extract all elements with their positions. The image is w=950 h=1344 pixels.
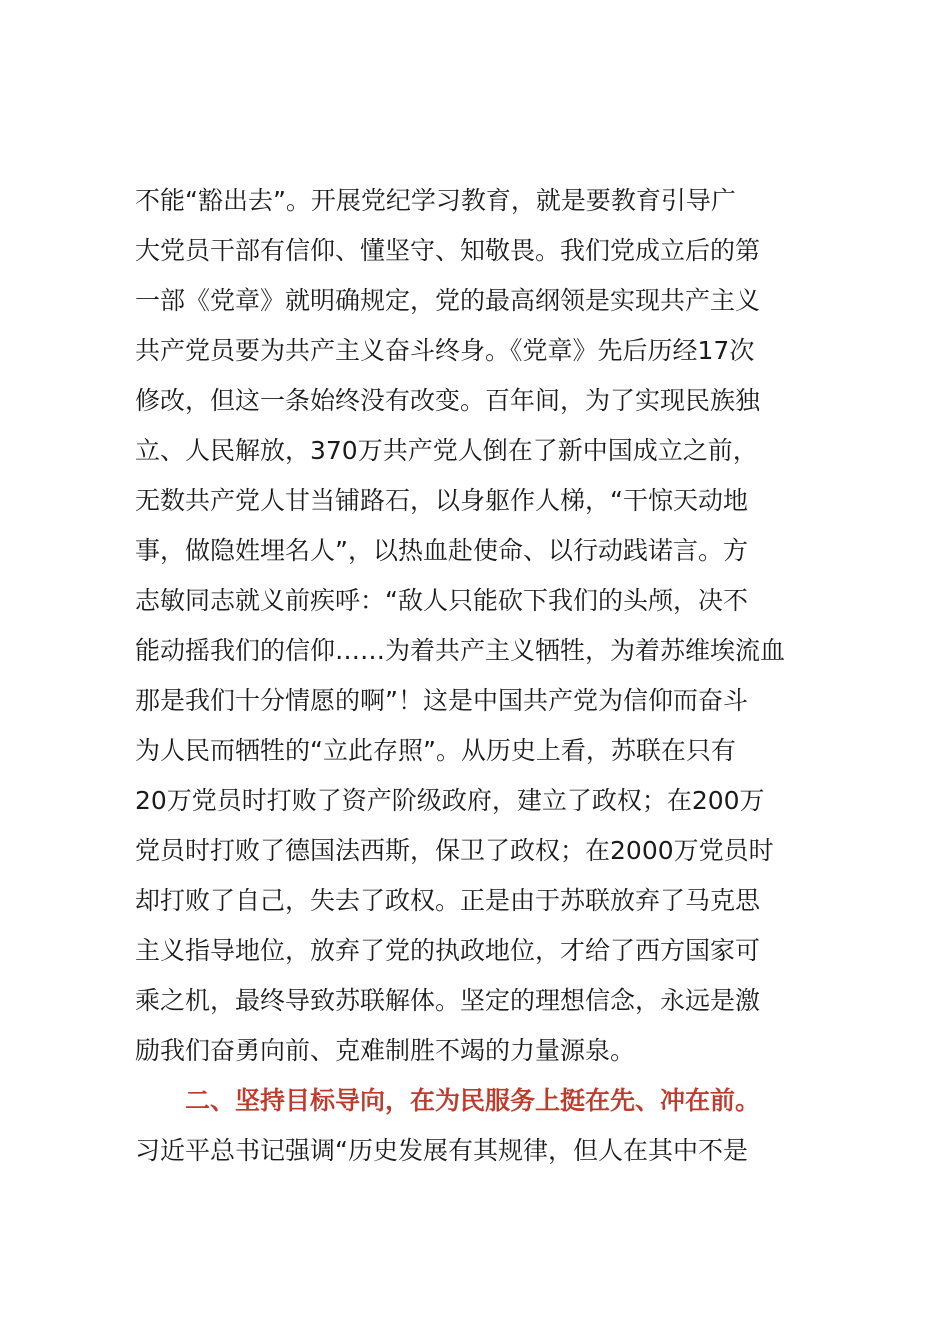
section-heading: 二、坚持目标导向，在为民服务上挺在先、冲在前。 (185, 1086, 761, 1115)
body-line: 主义指导地位，放弃了党的执政地位，才给了西方国家可 (135, 936, 761, 965)
body-line: 不能“豁出去”。开展党纪学习教育，就是要教育引导广 (135, 186, 736, 215)
body-line: 事，做隐姓埋名人”，以热血赴使命、以行动践诺言。方 (135, 536, 748, 565)
body-line: 立、人民解放，370万共产党人倒在了新中国成立之前， (135, 436, 758, 465)
body-line: 那是我们十分情愿的啊”！这是中国共产党为信仰而奋斗 (135, 686, 748, 715)
body-line: 党员时打败了德国法西斯，保卫了政权；在2000万党员时 (135, 836, 774, 865)
body-line: 能动摇我们的信仰……为着共产主义牺牲，为着苏维埃流血 (135, 636, 786, 665)
body-line: 为人民而牺牲的“立此存照”。从历史上看，苏联在只有 (135, 736, 736, 765)
body-line: 一部《党章》就明确规定，党的最高纲领是实现共产主义 (135, 286, 761, 315)
body-line: 志敏同志就义前疾呼：“敌人只能砍下我们的头颅，决不 (135, 586, 748, 615)
body-line: 共产党员要为共产主义奋斗终身。《党章》先后历经17次 (135, 336, 755, 365)
body-line: 20万党员时打败了资产阶级政府，建立了政权；在200万 (135, 786, 765, 815)
body-line: 习近平总书记强调“历史发展有其规律，但人在其中不是 (135, 1136, 748, 1165)
body-line: 励我们奋勇向前、克难制胜不竭的力量源泉。 (135, 1036, 636, 1065)
body-line: 大党员干部有信仰、懂坚守、知敬畏。我们党成立后的第 (135, 236, 761, 265)
document-body (135, 176, 855, 1176)
body-line: 却打败了自己，失去了政权。正是由于苏联放弃了马克思 (135, 886, 761, 915)
body-line: 修改，但这一条始终没有改变。百年间，为了实现民族独 (135, 386, 761, 415)
body-line: 乘之机，最终导致苏联解体。坚定的理想信念，永远是激 (135, 986, 761, 1015)
body-line: 无数共产党人甘当铺路石，以身躯作人梯，“干惊天动地 (135, 486, 748, 515)
